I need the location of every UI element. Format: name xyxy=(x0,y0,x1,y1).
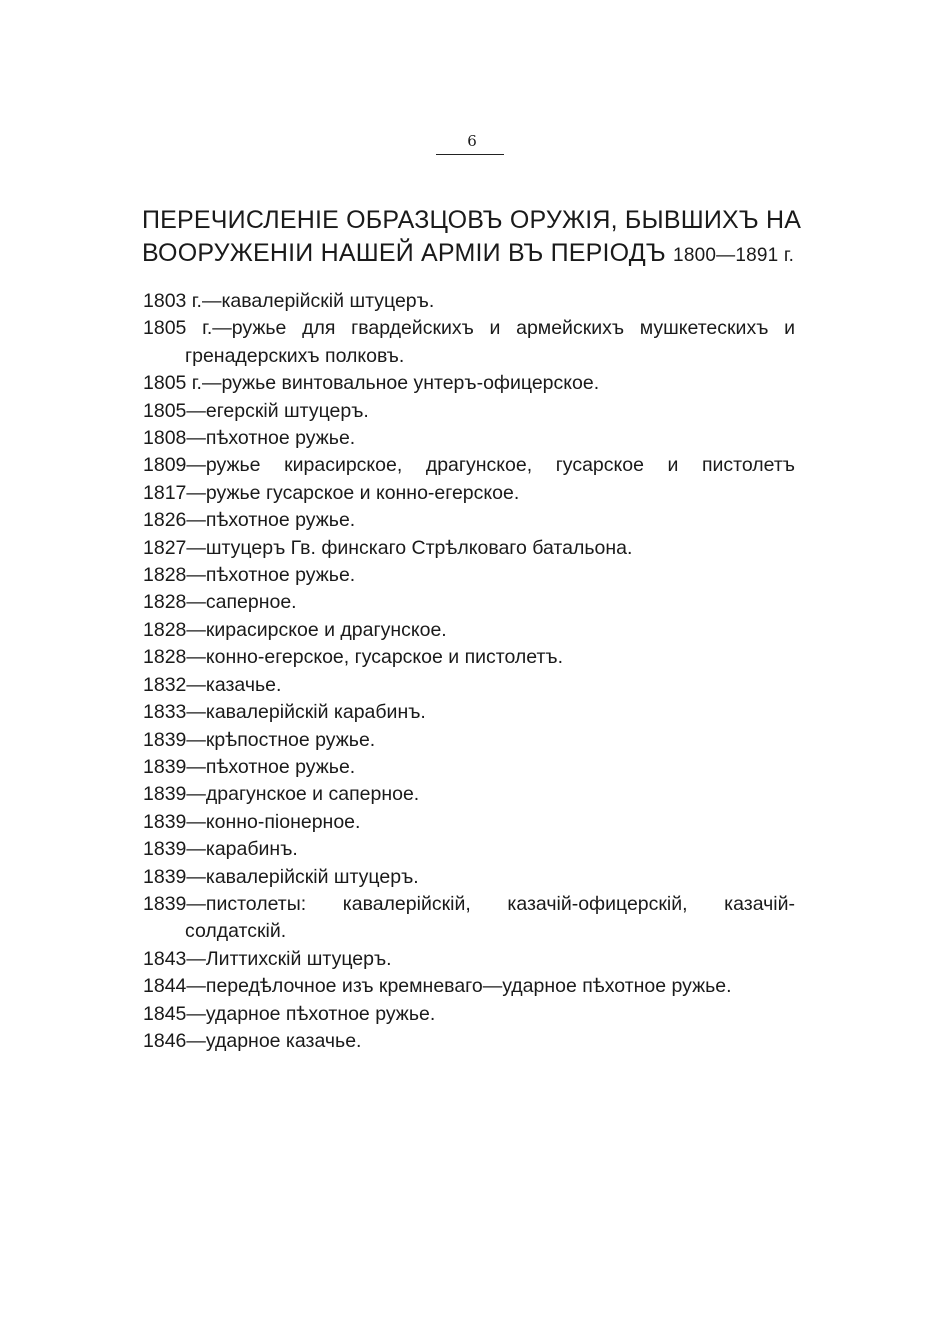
list-item: 1805—егерскій штуцеръ. xyxy=(143,399,369,422)
list-item: 1839—пистолеты: кавалерійскій, казачій-офицерскій, казачій-солдатскій. xyxy=(143,892,795,943)
list-item: 1826—пѣхотное ружье. xyxy=(143,509,356,532)
list-item: 1839—карабинъ. xyxy=(143,838,298,861)
list-item: 1828—пѣхотное ружье. xyxy=(143,564,356,587)
list-item: 1805 г.—ружье для гвардейскихъ и армейскихъ мушкетескихъ и гренадерскихъ полковъ. xyxy=(143,317,795,367)
list-item: 1839—крѣпостное ружье. xyxy=(143,728,376,751)
list-item: 1839—пѣхотное ружье. xyxy=(143,755,356,778)
list-item: 1839—конно-піонерное. xyxy=(143,810,361,833)
list-item: 1828—конно-егерское, гусарское и пистолетъ. xyxy=(143,646,564,669)
list-item: 1803 г.—кавалерійскій штуцеръ. xyxy=(143,290,435,312)
list-item: 1839—кавалерійскій штуцеръ. xyxy=(143,865,419,888)
weapon-list xyxy=(143,288,795,1055)
list-item: 1828—саперное. xyxy=(143,591,297,614)
list-item: 1827—штуцеръ Гв. финскаго Стрѣлковаго батальона. xyxy=(143,536,633,559)
title-line-2-main: ВООРУЖЕНІИ НАШЕЙ АРМІИ ВЪ ПЕРІОДЪ xyxy=(142,239,666,267)
list-item: 1839—драгунское и саперное. xyxy=(143,783,420,806)
list-item: 1817—ружье гусарское и конно-егерское. xyxy=(143,481,520,504)
list-item: 1846—ударное казачье. xyxy=(143,1029,362,1052)
page-number: 6 xyxy=(467,132,477,150)
list-item: 1843—Литтихскій штуцеръ. xyxy=(143,947,392,970)
list-item: 1833—кавалерійскій карабинъ. xyxy=(143,701,426,724)
page-number-rule xyxy=(436,154,504,155)
list-item: 1808—пѣхотное ружье. xyxy=(143,427,356,450)
title-period: 1800—1891 г. xyxy=(673,245,795,266)
list-item: 1805 г.—ружье винтовальное унтеръ-офицерское. xyxy=(143,372,600,395)
list-item: 1832—казачье. xyxy=(143,673,282,696)
page-title xyxy=(142,204,802,272)
list-item: 1828—кирасирское и драгунское. xyxy=(143,618,447,641)
title-line-2 xyxy=(142,237,802,272)
title-line-1: ПЕРЕЧИСЛЕНІЕ ОБРАЗЦОВЪ ОРУЖІЯ, БЫВШИХЪ НА xyxy=(142,206,802,234)
list-item: 1845—ударное пѣхотное ружье. xyxy=(143,1002,436,1025)
list-item: 1844—передѣлочное изъ кремневаго—ударное пѣхотное ружье. xyxy=(143,975,732,998)
list-item: 1809—ружье кирасирское, драгунское, гусарское и пистолетъ xyxy=(143,454,795,477)
